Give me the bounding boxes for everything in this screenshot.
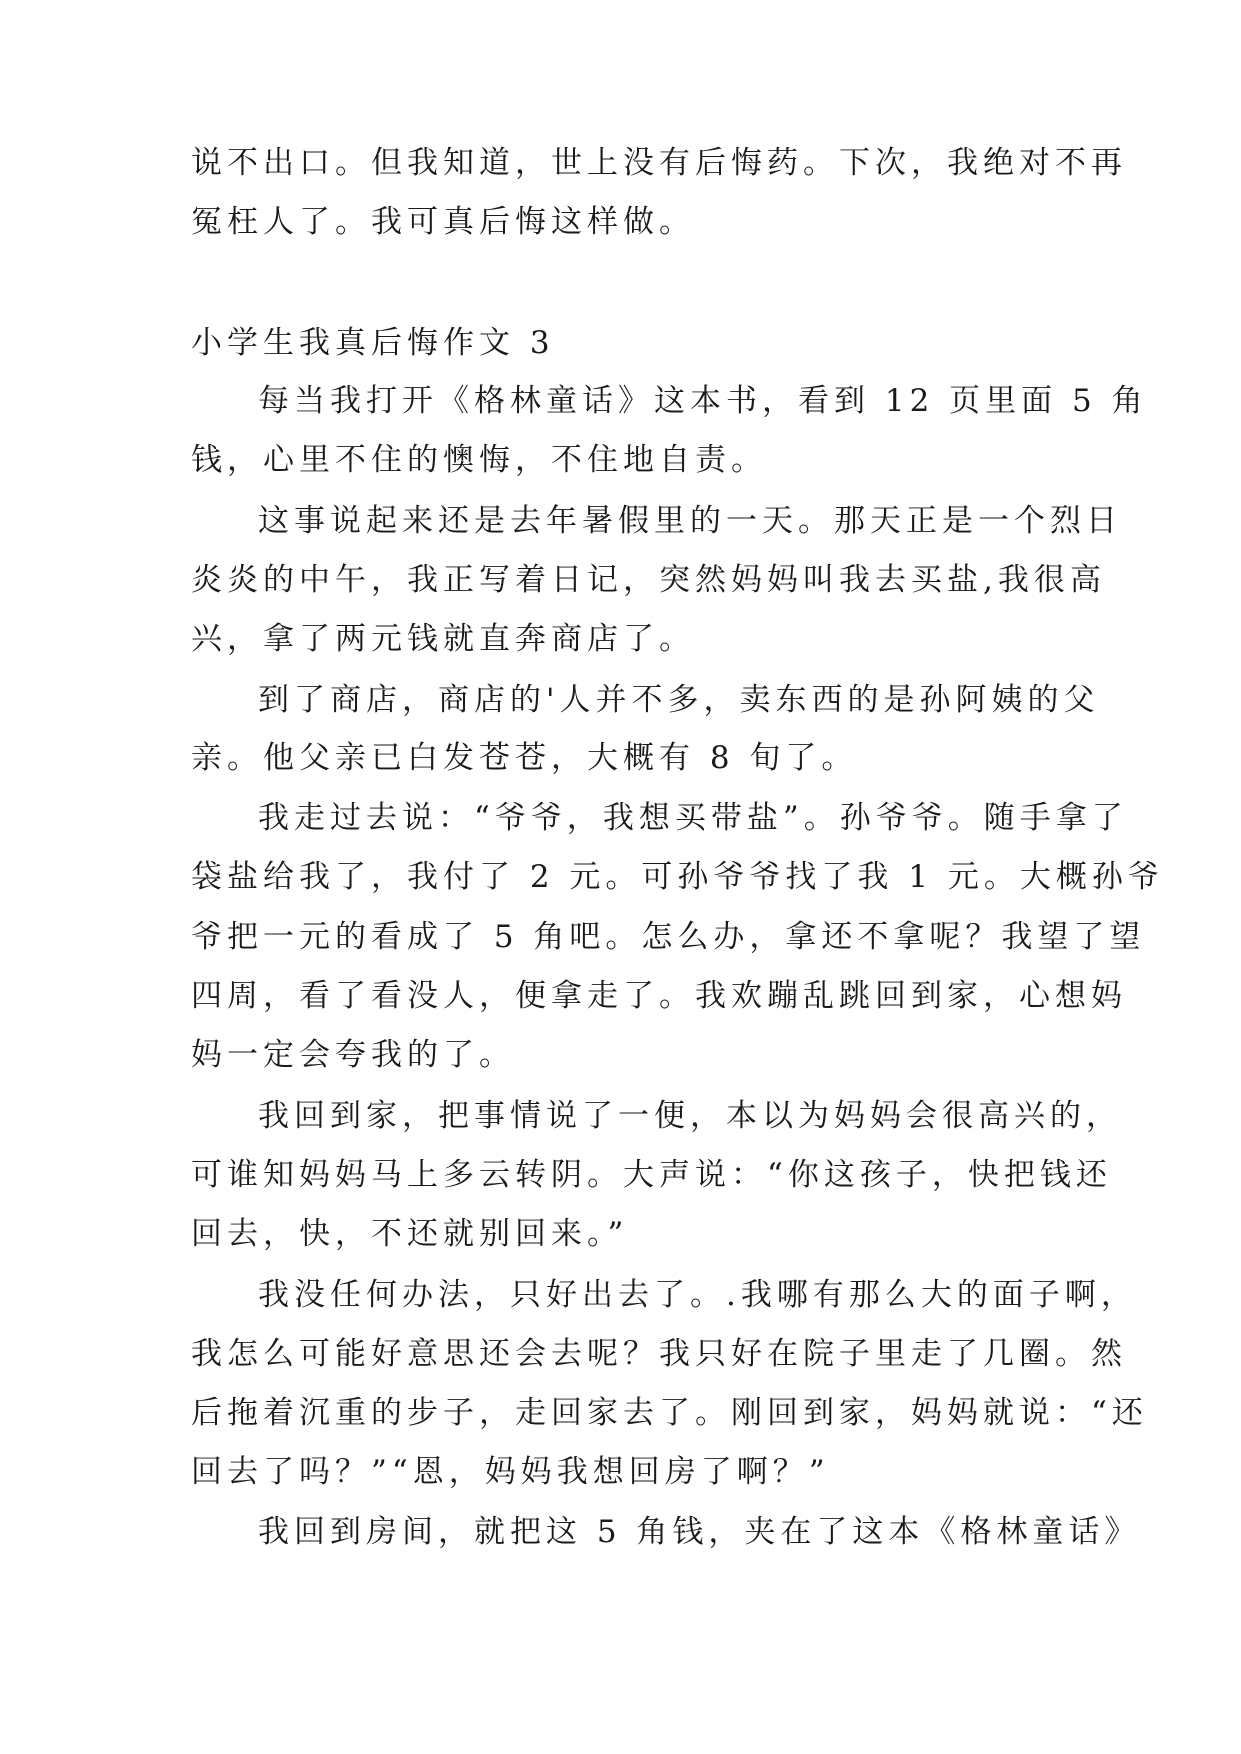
text-line: 到了商店，商店的'人并不多，卖东西的是孙阿姨的父 bbox=[258, 682, 1100, 718]
text-line: 妈一定会夸我的了。 bbox=[191, 1037, 515, 1073]
text-line: 我回到房间，就把这 5 角钱，夹在了这本《格林童话》 bbox=[258, 1514, 1141, 1550]
text-line: 回去了吗？”“恩，妈妈我想回房了啊？” bbox=[191, 1454, 830, 1490]
text-line: 可谁知妈妈马上多云转阴。大声说：“你这孩子，快把钱还 bbox=[191, 1157, 1112, 1193]
text-line: 说不出口。但我知道，世上没有后悔药。下次，我绝对不再 bbox=[191, 145, 1127, 181]
section-heading: 小学生我真后悔作文 3 bbox=[191, 325, 555, 361]
text-line: 这事说起来还是去年暑假里的一天。那天正是一个烈日 bbox=[258, 503, 1122, 539]
text-line: 四周，看了看没人，便拿走了。我欢蹦乱跳回到家，心想妈 bbox=[191, 978, 1127, 1014]
text-line: 我没任何办法，只好出去了。.我哪有那么大的面子啊， bbox=[258, 1277, 1137, 1313]
text-line: 回去，快，不还就别回来。” bbox=[191, 1216, 629, 1252]
text-line: 冤枉人了。我可真后悔这样做。 bbox=[191, 204, 695, 240]
text-line: 亲。他父亲已白发苍苍，大概有 8 旬了。 bbox=[191, 740, 858, 776]
text-line: 我怎么可能好意思还会去呢？我只好在院子里走了几圈。然 bbox=[191, 1336, 1127, 1372]
text-line: 袋盐给我了，我付了 2 元。可孙爷爷找了我 1 元。大概孙爷 bbox=[191, 859, 1164, 895]
text-line: 爷把一元的看成了 5 角吧。怎么办，拿还不拿呢？我望了望 bbox=[191, 919, 1146, 955]
text-line: 每当我打开《格林童话》这本书，看到 12 页里面 5 角 bbox=[258, 383, 1148, 419]
text-line: 后拖着沉重的步子，走回家去了。刚回到家，妈妈就说：“还 bbox=[191, 1395, 1148, 1431]
text-line: 兴，拿了两元钱就直奔商店了。 bbox=[191, 621, 695, 657]
text-line: 我走过去说：“爷爷，我想买带盐”。孙爷爷。随手拿了 bbox=[258, 800, 1128, 836]
text-line: 炎炎的中午，我正写着日记，突然妈妈叫我去买盐,我很高 bbox=[191, 562, 1106, 598]
text-line: 我回到家，把事情说了一便，本以为妈妈会很高兴的， bbox=[258, 1098, 1122, 1134]
text-line: 钱，心里不住的懊悔，不住地自责。 bbox=[191, 442, 767, 478]
